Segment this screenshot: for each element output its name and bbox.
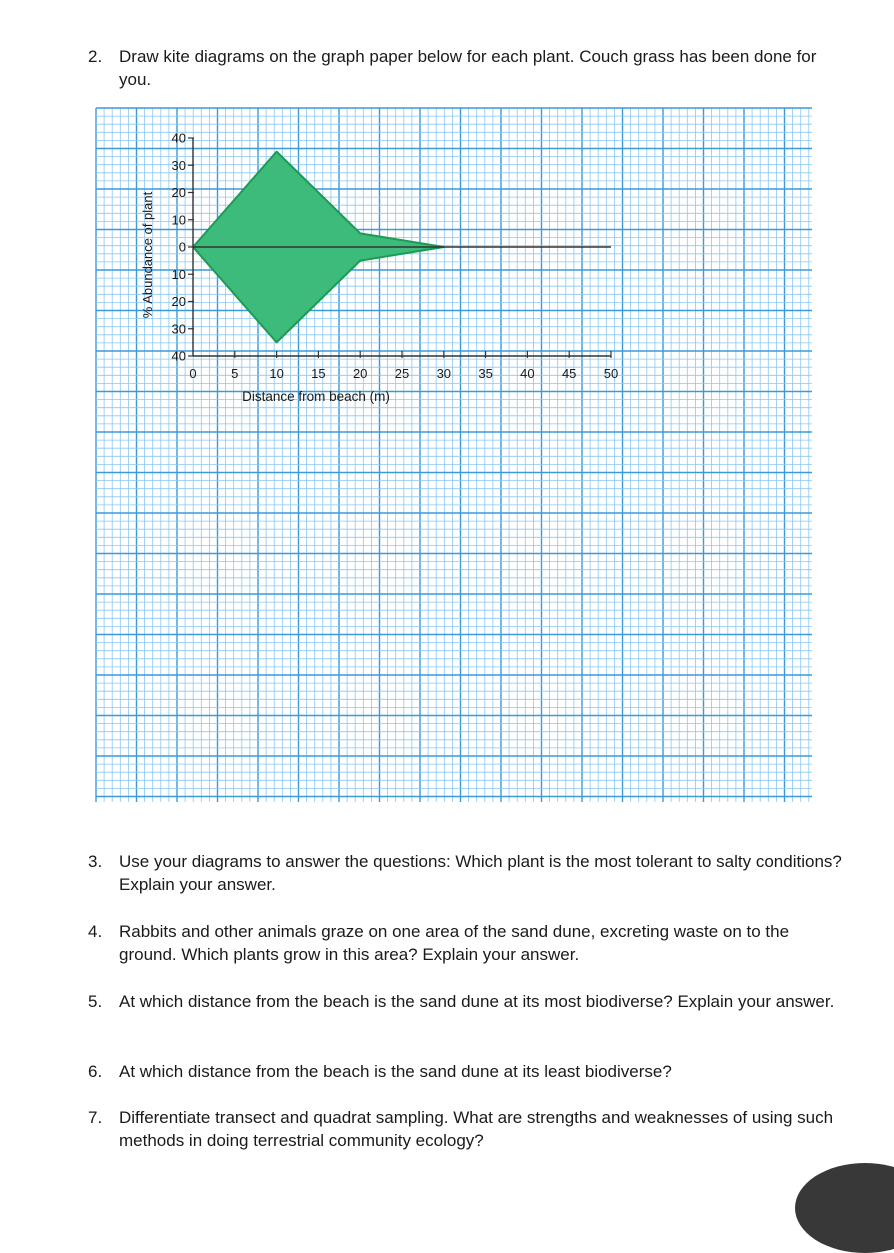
x-tick-label: 10 (269, 366, 284, 381)
question-5 (88, 990, 848, 1013)
question-2 (88, 45, 848, 91)
question-text: Differentiate transect and quadrat sampling. What are strengths and weaknesses of using such methods in doing terrestrial community ecology? (119, 1108, 834, 1150)
y-tick-label: 20 (171, 294, 186, 309)
y-tick-label: 40 (171, 348, 186, 364)
question-text: Rabbits and other animals graze on one area of the sand dune, excreting waste on to the ground. Which plants grow in this area? Explain your answer. (119, 922, 790, 964)
question-4 (88, 920, 848, 966)
y-tick-label: 10 (171, 266, 186, 282)
question-7 (88, 1106, 848, 1152)
y-tick-label: 0 (178, 239, 186, 255)
y-axis-label: % Abundance of plant (140, 191, 155, 319)
question-6 (88, 1060, 848, 1083)
x-tick-label: 40 (520, 366, 535, 381)
x-tick-label: 20 (352, 366, 368, 381)
y-tick-label: 10 (171, 212, 186, 228)
question-number: 6. (88, 1062, 103, 1081)
question-3 (88, 850, 848, 896)
question-number: 7. (88, 1108, 103, 1127)
x-tick-label: 25 (394, 366, 410, 381)
question-text: Draw kite diagrams on the graph paper below for each plant. Couch grass has been done for you. (119, 47, 817, 89)
x-tick-label: 35 (478, 366, 493, 381)
question-text: Use your diagrams to answer the questions: Which plant is the most tolerant to salty conditions? Explain your answer. (119, 852, 842, 894)
y-tick-label: 30 (171, 157, 186, 173)
question-number: 4. (88, 922, 103, 941)
y-tick-label: 40 (171, 130, 186, 146)
x-axis-label: Distance from beach (m) (242, 389, 390, 404)
x-tick-label: 5 (231, 366, 239, 381)
x-tick-label: 50 (603, 366, 619, 381)
grid-lines (96, 108, 812, 802)
question-text: At which distance from the beach is the sand dune at its least biodiverse? (119, 1062, 672, 1081)
grid-background (96, 108, 812, 802)
question-text: At which distance from the beach is the sand dune at its most biodiverse? Explain your answer. (119, 992, 835, 1011)
question-number: 3. (88, 852, 103, 871)
y-tick-label: 20 (171, 185, 186, 200)
y-tick-label: 30 (171, 321, 186, 337)
question-number: 5. (88, 992, 103, 1011)
x-tick-label: 45 (561, 366, 577, 381)
question-number: 2. (88, 47, 103, 66)
x-tick-label: 15 (311, 366, 326, 381)
x-tick-label: 30 (436, 366, 452, 381)
x-tick-label: 0 (189, 366, 197, 381)
